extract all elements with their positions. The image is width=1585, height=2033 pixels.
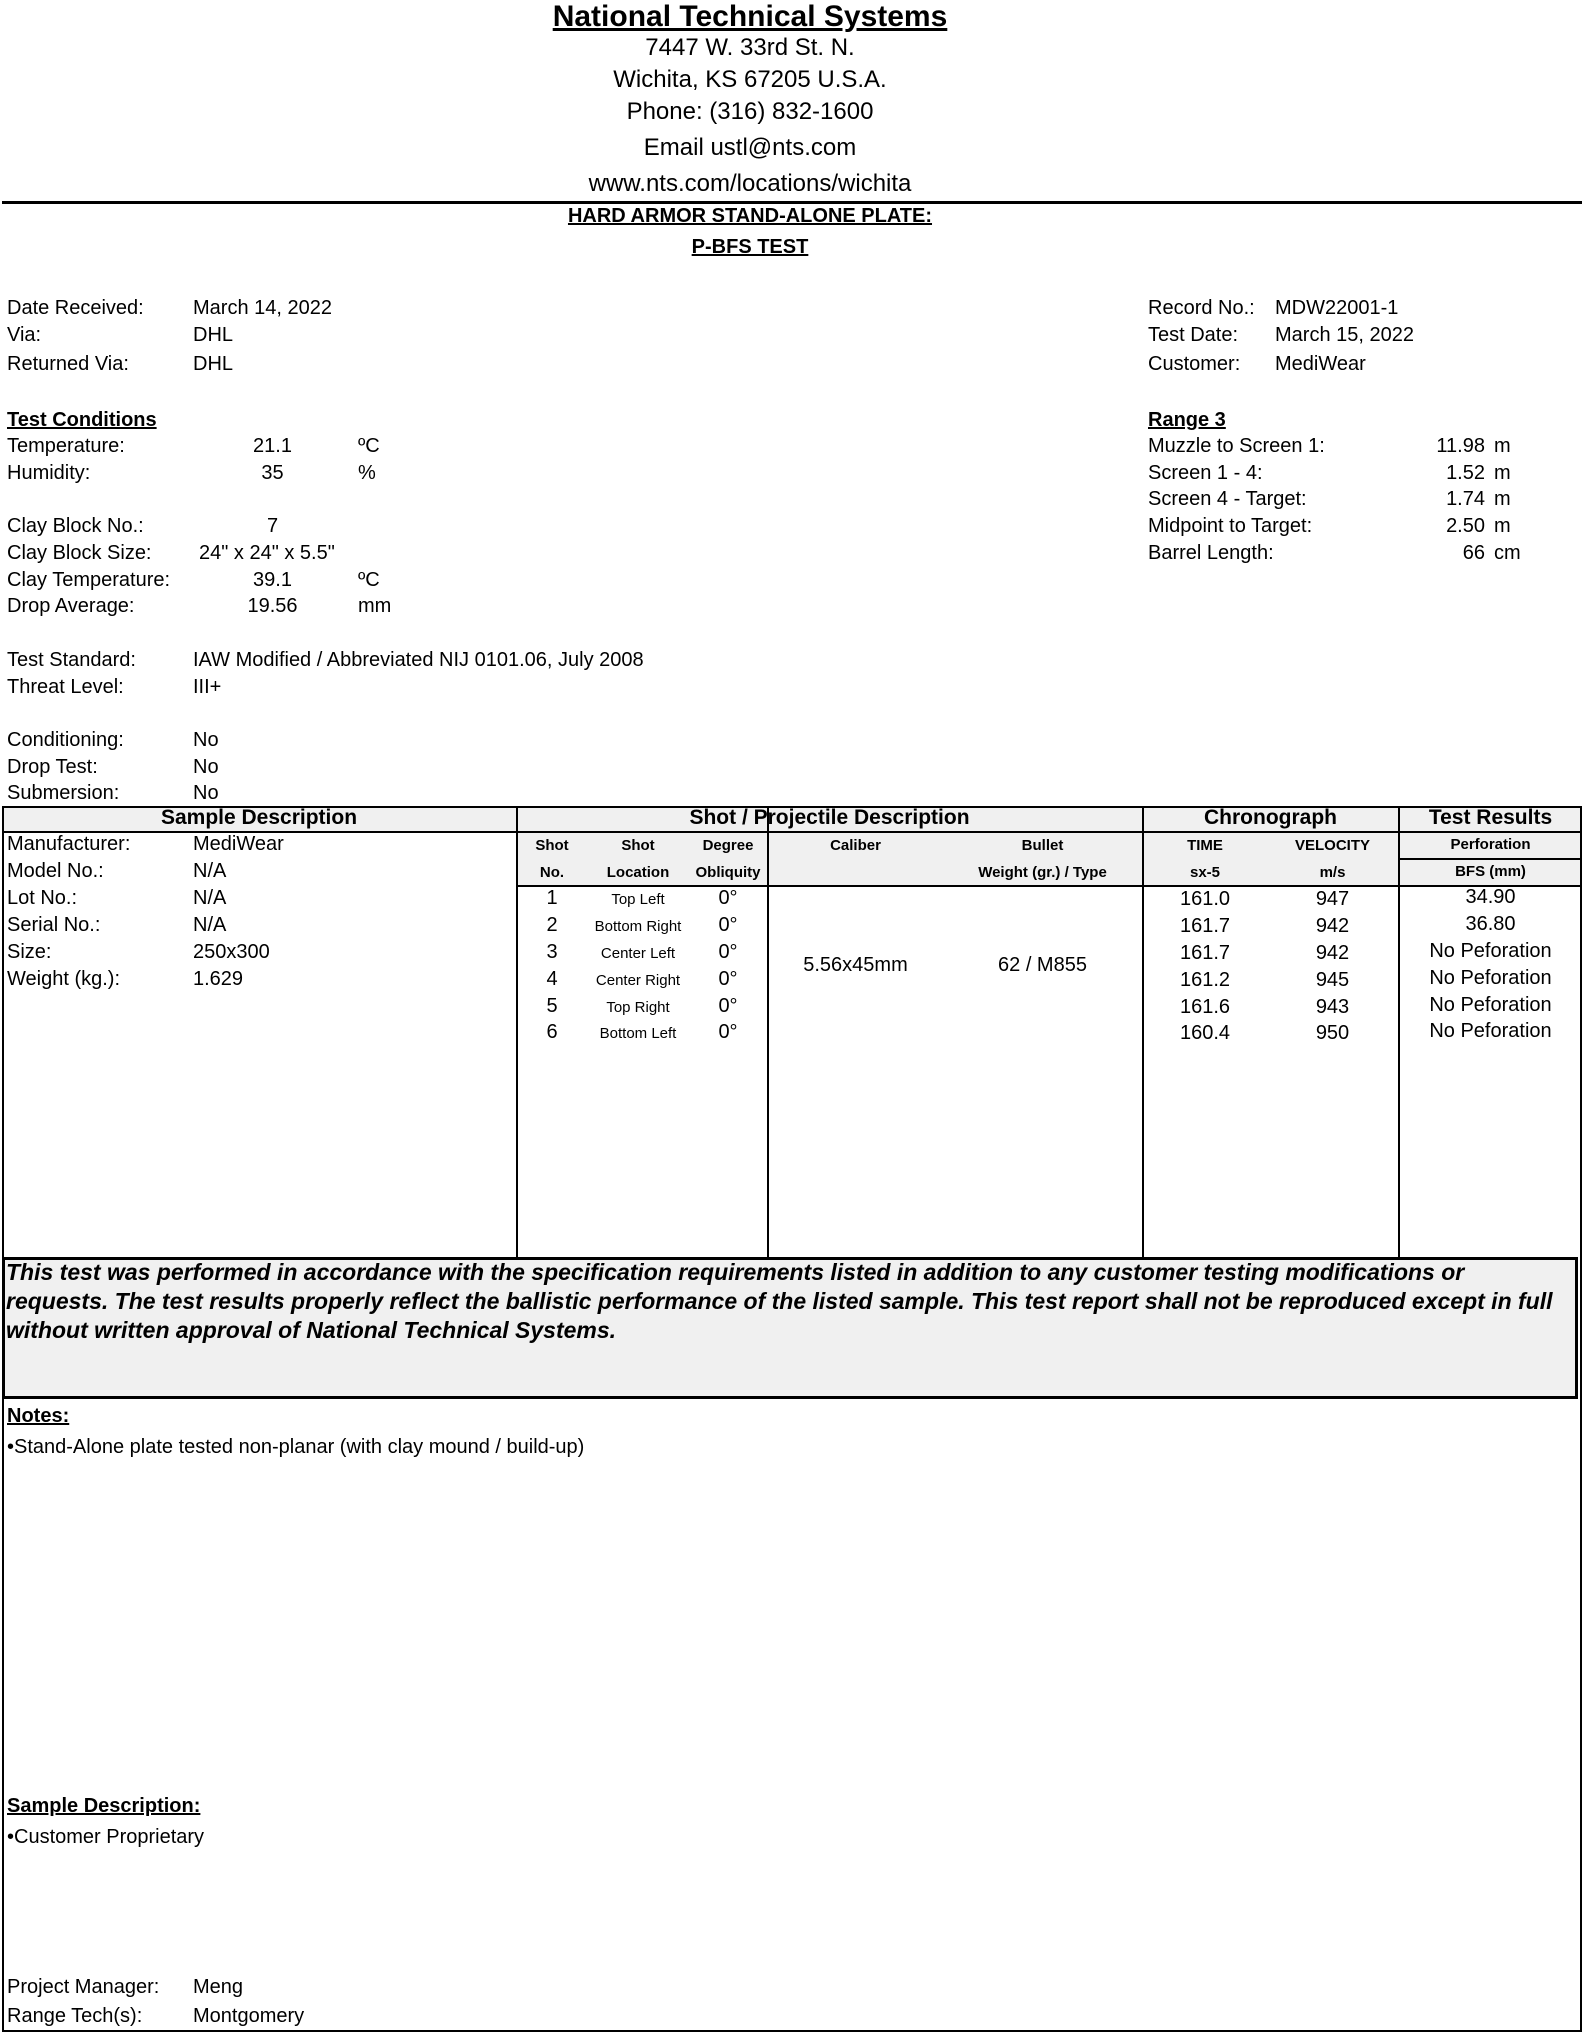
temperature-unit: ºC <box>358 435 380 457</box>
shot-result: No Peforation <box>1429 940 1552 962</box>
screen-1-4-unit: m <box>1494 462 1511 484</box>
record-no-value: MDW22001-1 <box>1275 297 1399 319</box>
company-name: National Technical Systems <box>552 0 948 33</box>
col-location-2: Location <box>606 864 670 881</box>
col-shot-no-1: Shot <box>535 837 569 854</box>
header-divider <box>2 201 1582 204</box>
barrel-length-value: 66 <box>1462 542 1485 564</box>
bullet-value: 62 / M855 <box>998 954 1087 976</box>
shot-obliquity: 0° <box>718 968 738 990</box>
barrel-length-unit: cm <box>1494 542 1521 564</box>
shot-velocity: 943 <box>1315 996 1350 1018</box>
barrel-length-label: Barrel Length: <box>1148 542 1274 564</box>
test-date-value: March 15, 2022 <box>1275 324 1414 346</box>
table-divider-2 <box>767 806 769 1257</box>
shot-no: 1 <box>546 887 558 909</box>
returned-via-label: Returned Via: <box>7 353 129 375</box>
shot-obliquity: 0° <box>718 995 738 1017</box>
midpoint-label: Midpoint to Target: <box>1148 515 1313 537</box>
shot-location: Top Left <box>611 891 665 908</box>
shot-obliquity: 0° <box>718 1021 738 1043</box>
results-sub-line <box>1398 858 1582 860</box>
sample-description-header: Sample Description <box>160 806 358 829</box>
address-line-1: 7447 W. 33rd St. N. <box>645 34 855 61</box>
sample-label-manufacturer: Manufacturer: <box>7 833 131 855</box>
document-title-1: HARD ARMOR STAND-ALONE PLATE: <box>567 205 933 227</box>
col-velocity-2: m/s <box>1319 864 1346 881</box>
shot-time: 161.2 <box>1179 969 1231 991</box>
shot-time: 161.7 <box>1179 942 1231 964</box>
col-time-1: TIME <box>1187 837 1223 854</box>
test-standard-value: IAW Modified / Abbreviated NIJ 0101.06, July 2008 <box>193 649 644 671</box>
customer-value: MediWear <box>1275 353 1366 375</box>
sample-value-lot: N/A <box>193 887 227 909</box>
sample-value-manufacturer: MediWear <box>193 833 284 855</box>
muzzle-unit: m <box>1494 435 1511 457</box>
drop-test-value: No <box>193 756 219 778</box>
screen-1-4-value: 1.52 <box>1446 462 1485 484</box>
shot-result: 34.90 <box>1465 886 1516 908</box>
shot-projectile-header: Shot / Projectile Description <box>689 806 970 829</box>
col-bfs: BFS (mm) <box>1455 863 1526 880</box>
via-label: Via: <box>7 324 42 346</box>
shot-location: Bottom Right <box>594 918 682 935</box>
col-location-1: Shot <box>621 837 655 854</box>
screen-4-target-unit: m <box>1494 488 1511 510</box>
date-received-value: March 14, 2022 <box>193 297 332 319</box>
shot-no: 2 <box>546 914 558 936</box>
shot-result: 36.80 <box>1465 913 1516 935</box>
shot-result: No Peforation <box>1429 1020 1552 1042</box>
sample-description-item: •Customer Proprietary <box>7 1826 205 1848</box>
range-heading: Range 3 <box>1148 409 1226 431</box>
clay-block-no-label: Clay Block No.: <box>7 515 144 537</box>
sample-value-model: N/A <box>193 860 227 882</box>
clay-block-size-value: 24" x 24" x 5.5" <box>199 542 335 564</box>
shot-location: Center Left <box>600 945 676 962</box>
sample-value-weight: 1.629 <box>193 968 244 990</box>
sample-value-size: 250x300 <box>193 941 270 963</box>
shot-velocity: 942 <box>1315 915 1350 937</box>
col-caliber: Caliber <box>830 837 881 854</box>
midpoint-value: 2.50 <box>1446 515 1485 537</box>
test-standard-label: Test Standard: <box>7 649 136 671</box>
col-perforation: Perforation <box>1450 836 1531 853</box>
date-received-label: Date Received: <box>7 297 144 319</box>
test-conditions-heading: Test Conditions <box>7 409 157 431</box>
range-tech-label: Range Tech(s): <box>7 2005 143 2027</box>
project-manager-label: Project Manager: <box>7 1976 160 1998</box>
shot-location: Bottom Left <box>599 1025 677 1042</box>
shot-no: 3 <box>546 941 558 963</box>
shot-no: 6 <box>546 1021 558 1043</box>
shot-location: Top Right <box>606 999 670 1016</box>
frame-bottom <box>2 2030 1582 2032</box>
sample-label-lot: Lot No.: <box>7 887 78 909</box>
threat-level-value: III+ <box>193 676 222 698</box>
sample-label-weight: Weight (kg.): <box>7 968 120 990</box>
muzzle-label: Muzzle to Screen 1: <box>1148 435 1325 457</box>
shot-obliquity: 0° <box>718 914 738 936</box>
document-title-2: P-BFS TEST <box>691 236 809 258</box>
drop-average-label: Drop Average: <box>7 595 135 617</box>
frame-left <box>2 806 4 2032</box>
midpoint-unit: m <box>1494 515 1511 537</box>
test-results-header: Test Results <box>1428 806 1553 829</box>
clay-temp-label: Clay Temperature: <box>7 569 171 591</box>
record-no-label: Record No.: <box>1148 297 1255 319</box>
caliber-value: 5.56x45mm <box>803 954 908 976</box>
screen-4-target-label: Screen 4 - Target: <box>1148 488 1307 510</box>
drop-average-value: 19.56 <box>247 595 298 617</box>
col-degree-2: Obliquity <box>695 864 761 881</box>
frame-right <box>1580 806 1582 2032</box>
email: Email ustl@nts.com <box>643 134 857 161</box>
notes-item: •Stand-Alone plate tested non-planar (with clay mound / build-up) <box>7 1436 585 1458</box>
sample-label-model: Model No.: <box>7 860 104 882</box>
shot-result: No Peforation <box>1429 967 1552 989</box>
range-tech-value: Montgomery <box>193 2005 305 2027</box>
shot-time: 161.6 <box>1179 996 1231 1018</box>
customer-label: Customer: <box>1148 353 1241 375</box>
submersion-label: Submersion: <box>7 782 120 804</box>
disclaimer-text: This test was performed in accordance with the specification requirements listed in addition to any customer testing modifications or requests. The test results properly reflect the ballistic performance of the listed sample. This test report shall not be reproduced except in full without written approval of National Technical Systems. <box>6 1259 1553 1343</box>
shot-no: 5 <box>546 995 558 1017</box>
temperature-value: 21.1 <box>253 435 292 457</box>
shot-time: 161.7 <box>1179 915 1231 937</box>
humidity-unit: % <box>358 462 376 484</box>
conditioning-label: Conditioning: <box>7 729 124 751</box>
threat-level-label: Threat Level: <box>7 676 124 698</box>
humidity-value: 35 <box>261 462 284 484</box>
clay-block-no-value: 7 <box>266 515 279 537</box>
shot-time: 160.4 <box>1179 1022 1231 1044</box>
humidity-label: Humidity: <box>7 462 91 484</box>
col-shot-no-2: No. <box>539 864 565 881</box>
shot-obliquity: 0° <box>718 887 738 909</box>
drop-average-unit: mm <box>358 595 392 617</box>
address-line-2: Wichita, KS 67205 U.S.A. <box>613 66 887 93</box>
temperature-label: Temperature: <box>7 435 125 457</box>
website: www.nts.com/locations/wichita <box>588 170 912 197</box>
muzzle-value: 11.98 <box>1436 435 1485 457</box>
shot-no: 4 <box>546 968 558 990</box>
shot-velocity: 945 <box>1315 969 1350 991</box>
col-velocity-1: VELOCITY <box>1294 837 1370 854</box>
shot-velocity: 950 <box>1315 1022 1350 1044</box>
shot-obliquity: 0° <box>718 941 738 963</box>
col-time-2: sx-5 <box>1189 864 1221 881</box>
sample-label-size: Size: <box>7 941 52 963</box>
via-value: DHL <box>193 324 234 346</box>
sample-value-serial: N/A <box>193 914 227 936</box>
shot-result: No Peforation <box>1429 994 1552 1016</box>
col-bullet-2: Weight (gr.) / Type <box>978 864 1107 881</box>
sample-description-heading: Sample Description: <box>7 1795 201 1817</box>
shot-location: Center Right <box>595 972 681 989</box>
clay-temp-unit: ºC <box>358 569 380 591</box>
clay-block-size-label: Clay Block Size: <box>7 542 152 564</box>
col-bullet-1: Bullet <box>1021 837 1064 854</box>
screen-1-4-label: Screen 1 - 4: <box>1148 462 1263 484</box>
phone: Phone: (316) 832-1600 <box>626 98 874 125</box>
drop-test-label: Drop Test: <box>7 756 98 778</box>
col-degree-1: Degree <box>702 837 754 854</box>
screen-4-target-value: 1.74 <box>1446 488 1485 510</box>
returned-via-value: DHL <box>193 353 234 375</box>
notes-heading: Notes: <box>7 1405 70 1427</box>
test-date-label: Test Date: <box>1148 324 1239 346</box>
sample-label-serial: Serial No.: <box>7 914 101 936</box>
project-manager-value: Meng <box>193 1976 244 1998</box>
clay-temp-value: 39.1 <box>253 569 292 591</box>
chronograph-header: Chronograph <box>1204 806 1337 829</box>
shot-time: 161.0 <box>1179 888 1231 910</box>
conditioning-value: No <box>193 729 219 751</box>
submersion-value: No <box>193 782 219 804</box>
shot-velocity: 942 <box>1315 942 1350 964</box>
shot-velocity: 947 <box>1315 888 1350 910</box>
